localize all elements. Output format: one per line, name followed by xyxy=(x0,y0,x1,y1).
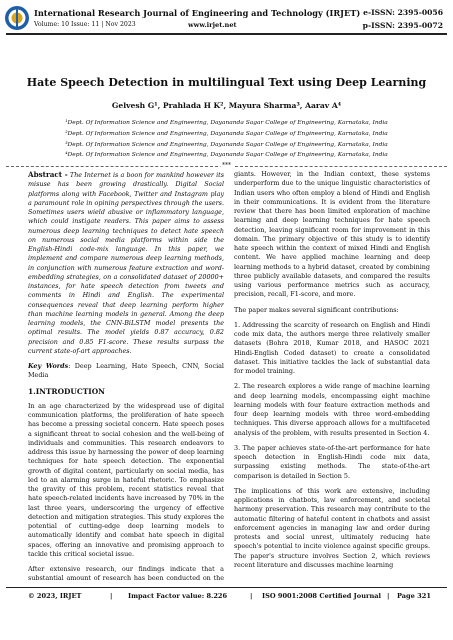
e-issn: e-ISSN: 2395-0056 xyxy=(363,8,443,17)
body-paragraph: The paper makes several significant contributions: xyxy=(234,305,399,314)
contribution-item: 3. The paper achieves state-of-the-art performance for hate speech detection in English-Hindi code mix data, surpassing existing methods. The state-of-the-art comparison is detailed in Section 5. xyxy=(234,443,430,480)
journal-website: www.irjet.net xyxy=(188,21,237,29)
journal-header xyxy=(0,0,453,38)
keywords-label: Key Words xyxy=(28,362,69,370)
left-column xyxy=(28,170,224,582)
footer-divider: | xyxy=(110,592,113,600)
body-paragraph: giants. However, in the Indian context, these systems underperform due to the unique linguistic characteristics of Indian users who often employ a blend of Hindi and English in their communications. It is evident from the literature review that there has been limited exploration of machine learning and deep learning techniques for hate speech detection, leaving significant room for improvement in this domain. The primary objective of this study is to identify hate speech within the context of mixed Hindi and English content. We have applied machine learning and deep learning methods to a hybrid dataset, created by combining three publicly available datasets, and compared the results using various performance metrics such as accuracy, precision, recall, F1-score, and more. xyxy=(234,170,430,299)
contribution-item: 2. The research explores a wide range of machine learning and deep learning models, encompassing eight machine learning models with four feature extraction methods and four deep learning models with three word-embedding techniques. This diverse approach allows for a multifaceted analysis of the problem, with results presented in Section 4. xyxy=(234,382,430,437)
header-rule xyxy=(6,33,447,35)
volume-issue: Volume: 10 Issue: 11 | Nov 2023 xyxy=(34,21,136,28)
right-column xyxy=(234,170,430,582)
contribution-item: 1. Addressing the scarcity of research on English and Hindi code mix data, the authors merge three relatively smaller datasets (Bohra 2018, Kumar 2018, and HASOC 2021 Hindi-English Coded dataset) to create a consolidated dataset. This initiative tackles the lack of substantial data for model training. xyxy=(234,320,430,375)
section-separator xyxy=(6,163,447,169)
footer-divider: | xyxy=(250,592,253,600)
introduction-heading: 1.INTRODUCTION xyxy=(28,386,105,396)
abstract-text: The Internet is a boon for mankind however its misuse has been growing drastically. Digital Social platforms along with Facebook, Twitter and Instagram play a paramount role in opining perspectives through the users. Sometimes users wield abusive or inflammatory language, which could instigate readers. This paper aims to assess numerous deep learning techniques to detect hate speech on numerous social media platforms within side the English-Hindi code-mix language. In this paper, we implement and compare numerous deep learning methods, in conjunction with numerous feature extraction and word-embedding strategies, on a consolidated dataset of 20000+ instances, for hate speech detection from tweets and comments in Hindi and English. The experimental consequences reveal that deep learning perform higher than machine learning models in general. Among the deep learning models, the CNN-BiLSTM model presents the optimal results. The model yields 0.87 accuracy, 0.82 precision and 0.85 F1-score. These results surpass the current state-of-art approaches. xyxy=(28,171,224,355)
page-number: Page 321 xyxy=(397,592,431,600)
affiliation-4: ⁴Dept. Of Information Science and Engineering, Dayananda Sagar College of Engineering, Karnataka, India xyxy=(65,152,388,159)
body-paragraph: After extensive research, our findings indicate that a substantial amount of research has been conducted on the xyxy=(28,565,224,582)
journal-title: International Research Journal of Engineering and Technology (IRJET) xyxy=(34,8,361,18)
abstract xyxy=(28,170,224,356)
footer-impact-factor: Impact Factor value: 8.226 xyxy=(128,592,228,600)
p-issn: p-ISSN: 2395-0072 xyxy=(362,21,443,30)
affiliation-1: ¹Dept. Of Information Science and Engineering, Dayananda Sagar College of Engineering, Karnataka, India xyxy=(65,120,388,126)
footer-divider: | xyxy=(387,592,390,600)
body-paragraph: In an age characterized by the widespread use of digital communication platforms, the proliferation of hate speech has become a pressing societal concern. Hate speech poses a significant threat to social cohesion and the well-being of individuals and communities. This research endeavors to address this issue by harnessing the power of deep learning techniques for hate speech detection. The exponential growth of digital content, particularly on social media, has led to an alarming surge in hateful rhetoric. To emphasize the gravity of this problem, recent statistics reveal that hate speech-related incidents have increased by 70% in the last three years, underscoring the urgency of effective detection and mitigation strategies. This study explores the potential of cutting-edge deep learning models to automatically identify and combat hate speech in digital spaces, offering an innovative and promising approach to tackle this critical societal issue. xyxy=(28,401,224,558)
keywords-text: : Deep Learning, Hate Speech, CNN, Social Media xyxy=(28,362,224,380)
affiliation-2: ²Dept. Of Information Science and Engineering, Dayananda Sagar College of Engineering, Karnataka, India xyxy=(65,130,388,137)
separator-mark: *** xyxy=(222,162,231,169)
abstract-label: Abstract - xyxy=(28,170,68,179)
footer-iso: ISO 9001:2008 Certified Journal xyxy=(262,592,382,600)
keywords xyxy=(28,362,224,381)
body-paragraph: The implications of this work are extensive, including applications in chatbots, law enforcement, and societal harmony preservation. This research may contribute to the automatic filtering of hateful content in chatbots and assist enforcement agencies in managing law and order during protests and social unrest, ultimately reducing hate speech's potential to incite violence against specific groups. The paper's structure involves Section 2, which reviews recent literature and discusses machine learning xyxy=(234,486,430,569)
irjet-logo-icon xyxy=(4,5,30,31)
author-list: Gelvesh G¹, Prahlada H K², Mayura Sharma³, Aarav A⁴ xyxy=(111,101,342,110)
affiliation-3: ³Dept. Of Information Science and Engineering, Dayananda Sagar College of Engineering, Karnataka, India xyxy=(65,141,388,148)
footer-rule xyxy=(6,587,447,588)
affiliation-list xyxy=(0,118,453,161)
paper-title: Hate Speech Detection in multilingual Text using Deep Learning xyxy=(26,76,427,89)
footer-copyright: © 2023, IRJET xyxy=(28,592,82,600)
